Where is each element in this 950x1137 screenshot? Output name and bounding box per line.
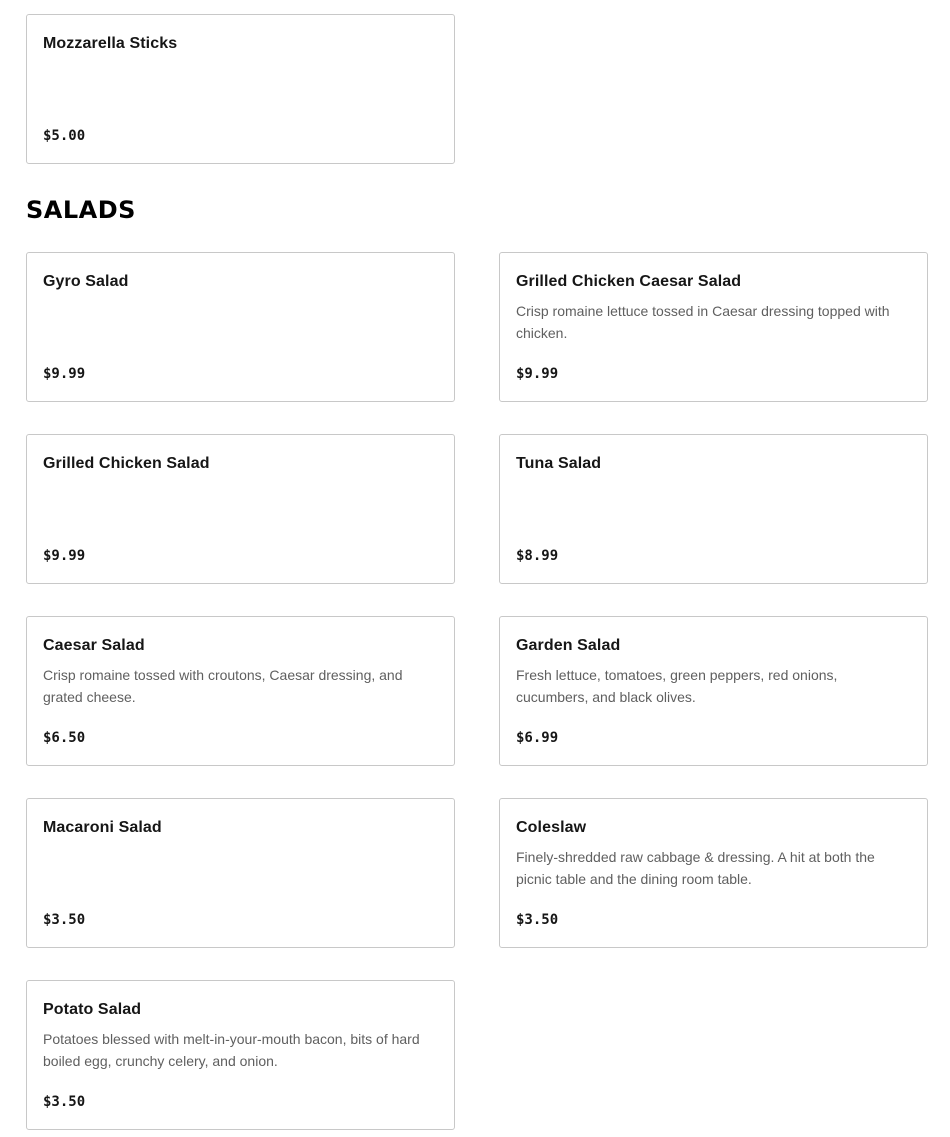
menu-item-card[interactable]: [499, 252, 928, 402]
menu-item-name: Garden Salad: [516, 637, 621, 654]
menu-item-name: Mozzarella Sticks: [43, 35, 178, 52]
menu-item-card[interactable]: [26, 980, 455, 1130]
menu-item-description: Crisp romaine lettuce tossed in Caesar dressing topped with chicken.: [516, 303, 890, 341]
menu-item-price: $5.00: [43, 128, 86, 144]
menu-item-card[interactable]: [26, 14, 455, 164]
section-title-salads: SALADS: [26, 196, 136, 224]
menu-item-card[interactable]: [26, 616, 455, 766]
menu-item-price: $6.99: [516, 730, 559, 746]
menu-item-name: Caesar Salad: [43, 637, 145, 654]
menu-item-description: Crisp romaine tossed with croutons, Caesar dressing, and grated cheese.: [43, 667, 403, 705]
menu-item-description: Potatoes blessed with melt-in-your-mouth bacon, bits of hard boiled egg, crunchy celery, and onion.: [43, 1031, 420, 1069]
menu-item-name: Macaroni Salad: [43, 819, 162, 836]
menu-item-price: $3.50: [43, 912, 86, 928]
menu-item-name: Tuna Salad: [516, 455, 602, 472]
menu-item-price: $3.50: [516, 912, 559, 928]
menu-item-price: $9.99: [43, 548, 86, 564]
menu-item-description: Finely-shredded raw cabbage & dressing. A hit at both the picnic table and the dining room table.: [516, 849, 875, 887]
menu-item-card[interactable]: [26, 434, 455, 584]
menu-item-card[interactable]: [499, 616, 928, 766]
menu-item-card[interactable]: [499, 798, 928, 948]
menu-item-name: Coleslaw: [516, 819, 587, 836]
menu-item-name: Grilled Chicken Salad: [43, 455, 210, 472]
menu-item-price: $6.50: [43, 730, 86, 746]
menu-item-name: Grilled Chicken Caesar Salad: [516, 273, 742, 290]
menu-item-price: $3.50: [43, 1094, 86, 1110]
menu-item-description: Fresh lettuce, tomatoes, green peppers, red onions, cucumbers, and black olives.: [516, 667, 838, 705]
menu-item-name: Potato Salad: [43, 1001, 142, 1018]
menu-item-price: $9.99: [43, 366, 86, 382]
menu-item-price: $9.99: [516, 366, 559, 382]
menu-item-card[interactable]: [499, 434, 928, 584]
menu-item-card[interactable]: [26, 252, 455, 402]
menu-item-card[interactable]: [26, 798, 455, 948]
menu-item-name: Gyro Salad: [43, 273, 129, 290]
menu-item-price: $8.99: [516, 548, 559, 564]
